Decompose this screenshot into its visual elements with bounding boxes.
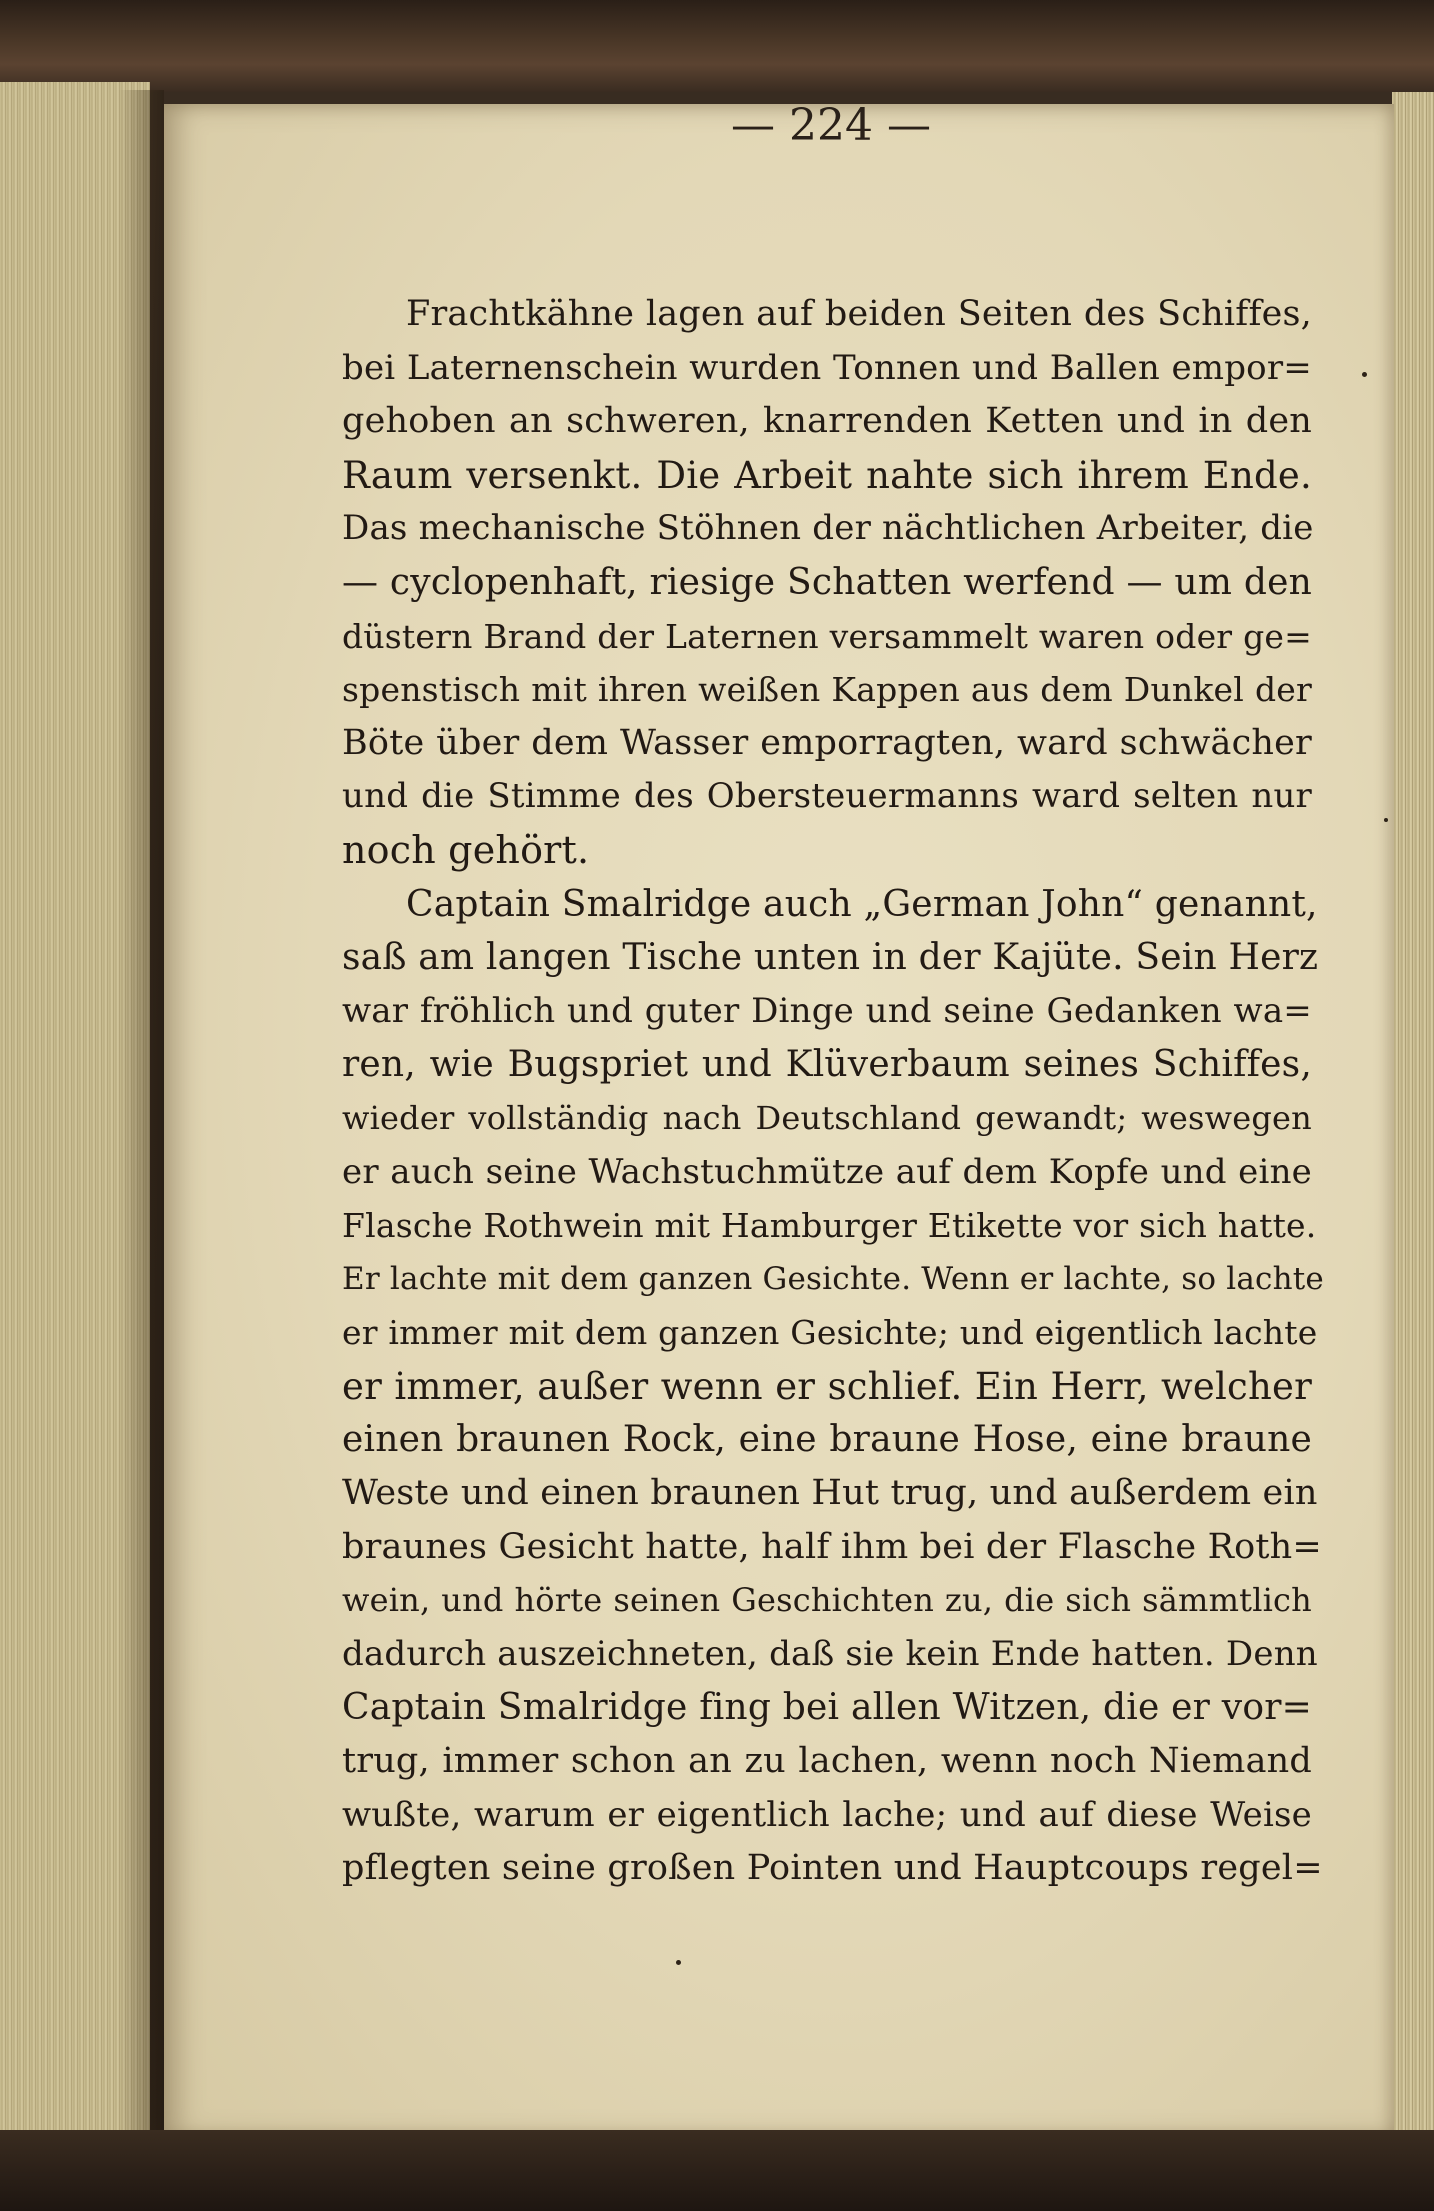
text-line: trug, immer schon an zu lachen, wenn noch Niemand: [342, 1741, 1312, 1782]
ink-speck: [676, 1960, 681, 1965]
text-line: Captain Smalridge fing bei allen Witzen, die er vor=: [342, 1687, 1312, 1729]
text-line: er immer, außer wenn er schlief. Ein Herr, welcher: [342, 1364, 1312, 1408]
text-line: bei Laternenschein wurden Tonnen und Ballen empor=: [342, 347, 1312, 388]
text-line: braunes Gesicht hatte, half ihm bei der Flasche Roth=: [342, 1526, 1322, 1567]
text-line: dadurch auszeichneten, daß sie kein Ende hatten. Denn: [342, 1633, 1318, 1674]
text-line: war fröhlich und guter Dinge und seine Gedanken wa=: [342, 990, 1312, 1031]
text-line: Flasche Rothwein mit Hamburger Etikette vor sich hatte.: [342, 1206, 1317, 1246]
ink-speck: [1384, 818, 1388, 822]
text-line: Captain Smalridge auch „German John“ genannt,: [406, 883, 1318, 925]
text-line: pflegten seine großen Pointen und Hauptcoups regel=: [342, 1848, 1323, 1889]
book-cover-top-edge: [0, 0, 1434, 92]
text-line: Das mechanische Stöhnen der nächtlichen Arbeiter, die: [342, 508, 1314, 549]
text-line: er immer mit dem ganzen Gesichte; und eigentlich lachte: [342, 1313, 1318, 1353]
text-line: er auch seine Wachstuchmütze auf dem Kopfe und eine: [342, 1151, 1312, 1192]
ink-speck: [1362, 372, 1367, 377]
text-line: gehoben an schweren, knarrenden Ketten und in den: [342, 401, 1312, 442]
text-line: wußte, warum er eigentlich lache; und auf diese Weise: [342, 1794, 1312, 1835]
text-line: einen braunen Rock, eine braune Hose, eine braune: [342, 1419, 1312, 1461]
text-line: wieder vollständig nach Deutschland gewandt; weswegen: [342, 1098, 1312, 1137]
text-line: und die Stimme des Obersteuermanns ward selten nur: [342, 776, 1312, 817]
text-line: Raum versenkt. Die Arbeit nahte sich ihrem Ende.: [342, 453, 1312, 497]
text-line: ren, wie Bugspriet und Klüverbaum seines Schiffes,: [342, 1044, 1312, 1086]
text-line: saß am langen Tische unten in der Kajüte. Sein Herz: [342, 937, 1319, 979]
text-line: — cyclopenhaft, riesige Schatten werfend — um den: [342, 561, 1312, 603]
text-line: Böte über dem Wasser emporragten, ward schwächer: [342, 722, 1312, 763]
text-line: Frachtkähne lagen auf beiden Seiten des Schiffes,: [406, 294, 1312, 334]
text-line: wein, und hörte seinen Geschichten zu, die sich sämmtlich: [342, 1581, 1312, 1620]
right-page-edges: [1392, 92, 1434, 2152]
text-line: düstern Brand der Laternen versammelt waren oder ge=: [342, 616, 1312, 656]
page-number-text: — 224 —: [731, 100, 931, 151]
text-line: spenstisch mit ihren weißen Kappen aus dem Dunkel der: [342, 670, 1312, 710]
body-text: [342, 288, 1324, 1896]
text-line: Er lachte mit dem ganzen Gesichte. Wenn er lachte, so lachte: [342, 1260, 1324, 1297]
gutter-shadow: [118, 90, 164, 2140]
text-line: noch gehört.: [342, 827, 590, 872]
page-number: [0, 100, 1434, 151]
book-bottom-edge: [0, 2130, 1434, 2211]
text-line: Weste und einen braunen Hut trug, und außerdem ein: [342, 1473, 1318, 1514]
